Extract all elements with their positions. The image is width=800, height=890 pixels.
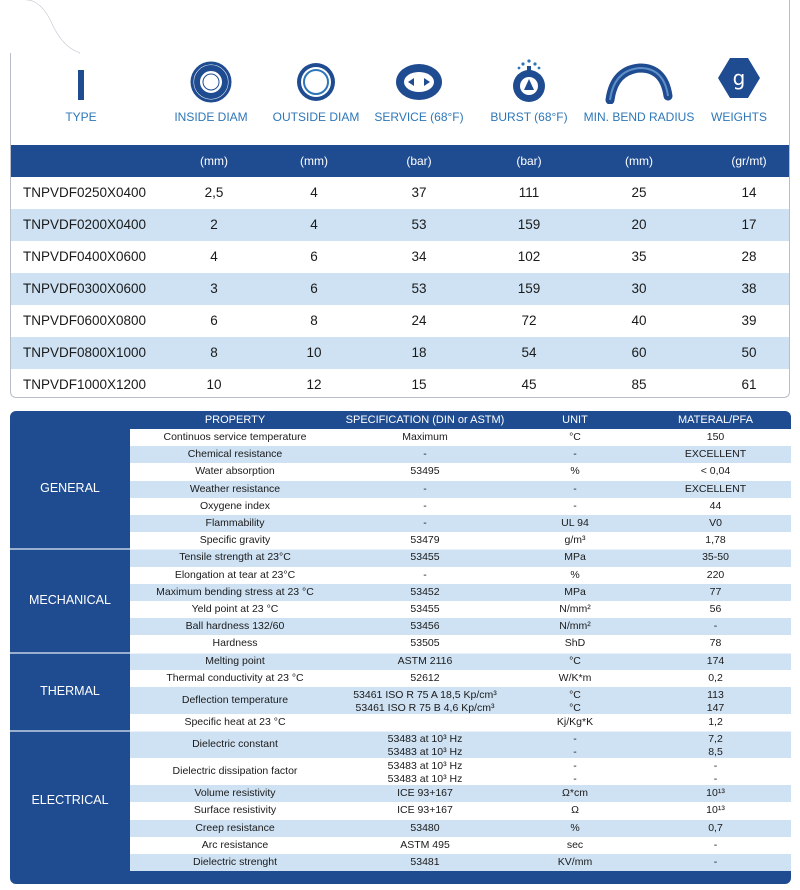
hose-row (11, 305, 789, 337)
property-name-cell: Arc resistance (201, 838, 269, 851)
hose-type-cell: TNPVDF0600X0800 (23, 313, 147, 328)
hose-value-cell: 15 (411, 377, 427, 392)
hose-value-cell: 39 (741, 313, 757, 328)
property-row (130, 837, 791, 854)
unit-cell: sec (566, 838, 584, 851)
group-label-thermal: THERMAL (40, 683, 100, 698)
hose-value-cell: 159 (517, 217, 541, 232)
outside-ring-icon (292, 56, 340, 104)
bend-radius-header (581, 56, 697, 124)
specification-cell: ICE 93+167 (397, 804, 453, 817)
hose-value-cell: 111 (518, 185, 540, 200)
service-header (369, 56, 469, 124)
property-row (130, 463, 791, 480)
hose-value-cell: 10 (306, 345, 322, 360)
properties-table (10, 411, 791, 884)
hose-value-cell: 37 (411, 185, 427, 200)
burst-header (479, 56, 579, 124)
property-name-cell: Water absorption (195, 465, 275, 478)
unit-cell: - (573, 499, 577, 512)
specification-cell: - (423, 568, 427, 581)
unit-cell: Ω (571, 804, 579, 817)
property-row (130, 498, 791, 515)
hose-type-cell: TNPVDF0400X0600 (23, 249, 147, 264)
hose-value-cell: 10 (206, 377, 222, 392)
type-bar-icon (71, 56, 91, 104)
value-cell: 174 (706, 654, 725, 667)
burst-icon (505, 56, 553, 104)
value-cell: 113 147 (706, 689, 725, 714)
property-row (130, 854, 791, 871)
property-row (130, 515, 791, 532)
hose-value-cell: 14 (741, 185, 757, 200)
unit-cell: UL 94 (561, 517, 589, 529)
specification-cell: 53480 (410, 821, 440, 834)
unit-cell: (gr/mt) (731, 154, 767, 168)
hose-row (11, 273, 789, 305)
value-cell: - (713, 620, 718, 633)
specification-cell: - (423, 499, 427, 512)
hose-value-cell: 25 (631, 185, 647, 200)
property-name-cell: Oxygene index (199, 499, 271, 512)
hose-value-cell: 53 (411, 281, 427, 296)
property-name-cell: Yeld point at 23 °C (191, 603, 279, 615)
units-header-row (11, 145, 789, 177)
property-row (130, 687, 791, 714)
unit-cell: % (570, 821, 580, 834)
property-name-cell: Melting point (205, 654, 265, 667)
bend-radius-label: MIN. BEND RADIUS (583, 110, 695, 124)
specification-cell: 53483 at 10³ Hz 53483 at 10³ Hz (387, 733, 463, 758)
value-cell: - (713, 856, 718, 868)
property-name-cell: Thermal conductivity at 23 °C (166, 671, 304, 684)
property-name-cell: Dielectric dissipation factor (172, 765, 298, 778)
group-separator (10, 730, 791, 732)
value-cell: 150 (706, 431, 725, 443)
specification-cell: ICE 93+167 (397, 787, 453, 800)
property-row (130, 584, 791, 601)
unit-cell: Ω*cm (562, 787, 588, 800)
group-label-mechanical: MECHANICAL (29, 593, 111, 607)
property-row (130, 532, 791, 549)
hose-type-cell: TNPVDF0200X0400 (23, 217, 147, 232)
property-name-cell: Dielectric strenght (192, 856, 278, 868)
inside-ring-icon (187, 56, 235, 104)
value-cell: 220 (706, 568, 725, 581)
specification-cell: - (423, 482, 427, 495)
specification-cell: 52612 (410, 671, 440, 684)
hose-value-cell: 38 (741, 281, 757, 296)
hose-type-cell: TNPVDF0250X0400 (23, 185, 147, 200)
property-name-cell: Continuos service temperature (163, 431, 307, 443)
hose-value-cell: 12 (306, 377, 322, 392)
property-name-cell: Specific heat at 23 °C (184, 716, 286, 728)
property-row (130, 653, 791, 670)
property-name-cell: Specific gravity (199, 534, 271, 547)
unit-cell: MPa (564, 585, 586, 598)
hose-value-cell: 34 (411, 249, 427, 264)
property-name-cell: Hardness (212, 637, 258, 650)
value-cell: V0 (709, 517, 722, 529)
hose-value-cell: 6 (310, 249, 318, 264)
service-arrows-icon (393, 56, 445, 104)
unit-cell: N/mm² (559, 603, 591, 615)
bend-radius-icon (604, 56, 674, 104)
group-label-general: GENERAL (40, 481, 100, 496)
property-name-cell: Volume resistivity (194, 787, 276, 800)
property-row (130, 714, 791, 731)
value-cell: 7,2 8,5 (708, 733, 723, 758)
hose-type-cell: TNPVDF1000X1200 (23, 377, 147, 392)
hose-value-cell: 3 (210, 281, 218, 296)
inside-diam-header (161, 56, 261, 124)
hose-value-cell: 54 (521, 345, 537, 360)
value-cell: - - (713, 760, 718, 785)
hose-value-cell: 53 (411, 217, 427, 232)
unit-cell: °C (569, 654, 581, 667)
group-label-electrical: ELECTRICAL (31, 793, 109, 808)
property-row (130, 802, 791, 819)
value-cell: - (713, 838, 718, 851)
unit-cell: KV/mm (557, 856, 593, 868)
material-column-header: MATERAL/PFA (678, 414, 753, 426)
property-row (130, 429, 791, 446)
hose-value-cell: 85 (631, 377, 647, 392)
property-row (130, 481, 791, 498)
burst-label: BURST (68°F) (490, 110, 568, 124)
specification-cell: - (423, 448, 427, 461)
unit-column-header: UNIT (562, 414, 588, 426)
specification-cell: 53479 (410, 534, 440, 547)
unit-cell: - - (573, 733, 577, 758)
property-name-cell: Creep resistance (195, 821, 275, 834)
hose-value-cell: 72 (521, 313, 537, 328)
property-row (130, 549, 791, 566)
value-cell: 0,2 (708, 671, 723, 684)
hose-row (11, 209, 789, 241)
hose-value-cell: 20 (631, 217, 647, 232)
hose-value-cell: 45 (521, 377, 537, 392)
hose-value-cell: 50 (741, 345, 757, 360)
unit-cell: °C °C (569, 689, 581, 714)
unit-cell: (mm) (625, 154, 653, 168)
property-row (130, 731, 791, 758)
value-cell: 0,7 (708, 821, 723, 834)
property-row (130, 820, 791, 837)
unit-cell: MPa (564, 551, 586, 564)
unit-cell: (mm) (300, 154, 328, 168)
value-cell: 77 (709, 585, 722, 598)
specification-cell: ASTM 495 (400, 838, 450, 851)
specification-cell: 53483 at 10³ Hz 53483 at 10³ Hz (387, 760, 463, 785)
hose-value-cell: 30 (631, 281, 647, 296)
specification-cell: - (423, 517, 427, 529)
property-name-cell: Maximum bending stress at 23 °C (156, 585, 314, 598)
hose-value-cell: 4 (210, 249, 218, 264)
property-name-cell: Deflection temperature (181, 694, 289, 706)
hose-value-cell: 2,5 (204, 185, 224, 200)
specification-cell: ASTM 2116 (397, 654, 453, 667)
property-name-cell: Weather resistance (189, 482, 281, 495)
value-cell: < 0,04 (700, 465, 731, 478)
hose-value-cell: 40 (631, 313, 647, 328)
hose-value-cell: 4 (310, 185, 318, 200)
hose-value-cell: 8 (210, 345, 218, 360)
svg-text:g: g (732, 66, 746, 90)
property-name-cell: Elongation at tear at 23°C (174, 568, 296, 581)
unit-cell: °C (569, 431, 581, 443)
property-row (130, 758, 791, 785)
hose-value-cell: 18 (411, 345, 427, 360)
specification-cell: Maximum (402, 431, 448, 443)
property-name-cell: Ball hardness 132/60 (185, 620, 285, 633)
value-cell: 10¹³ (706, 804, 725, 817)
hose-row (11, 177, 789, 209)
specification-cell: 53455 (410, 603, 440, 615)
specification-cell: 53456 (410, 620, 440, 633)
property-row (130, 618, 791, 635)
value-cell: 78 (709, 637, 722, 650)
unit-cell: g/m³ (564, 534, 586, 547)
property-name-cell: Surface resistivity (193, 804, 277, 817)
hose-value-cell: 17 (741, 217, 757, 232)
hose-spec-card (10, 0, 790, 398)
property-name-cell: Tensile strength at 23°C (179, 551, 291, 564)
unit-cell: (mm) (200, 154, 228, 168)
hose-row (11, 369, 789, 401)
specification-cell: 53452 (410, 585, 440, 598)
hose-value-cell: 60 (631, 345, 647, 360)
property-row (130, 635, 791, 652)
specification-cell: 53481 (410, 856, 440, 868)
card-tab-corner (10, 0, 80, 55)
icon-header-row (11, 56, 791, 144)
group-separator (10, 548, 791, 550)
weights-header (699, 56, 779, 124)
hose-value-cell: 4 (310, 217, 318, 232)
specification-cell: 53495 (410, 465, 440, 478)
property-name-cell: Flammability (205, 517, 265, 529)
specification-cell: 53505 (410, 637, 440, 650)
property-column-header: PROPERTY (204, 414, 266, 426)
hose-value-cell: 102 (517, 249, 541, 264)
hose-value-cell: 8 (310, 313, 318, 328)
unit-cell: W/K*m (558, 671, 592, 684)
group-separator (10, 652, 791, 654)
unit-cell: ShD (564, 637, 586, 650)
outside-diam-label: OUTSIDE DIAM (272, 110, 360, 124)
specification-cell: 53455 (410, 551, 440, 564)
value-cell: 10¹³ (706, 787, 725, 800)
inside-diam-label: INSIDE DIAM (174, 110, 248, 124)
unit-cell: (bar) (516, 154, 542, 168)
unit-cell: - - (573, 760, 577, 785)
property-row (130, 785, 791, 802)
value-cell: EXCELLENT (684, 482, 747, 495)
weights-label: WEIGHTS (711, 110, 767, 124)
hose-value-cell: 35 (631, 249, 647, 264)
property-row (130, 567, 791, 584)
value-cell: 56 (709, 603, 722, 615)
hose-value-cell: 6 (310, 281, 318, 296)
hose-type-cell: TNPVDF0800X1000 (23, 345, 147, 360)
value-cell: 1,78 (705, 534, 726, 547)
unit-cell: - (573, 448, 577, 461)
unit-cell: - (573, 482, 577, 495)
property-name-cell: Chemical resistance (187, 448, 283, 461)
value-cell: EXCELLENT (684, 448, 747, 461)
hose-value-cell: 61 (741, 377, 757, 392)
property-name-cell: Dielectric constant (192, 738, 278, 751)
hose-value-cell: 2 (210, 217, 218, 232)
weight-g-icon (715, 56, 763, 104)
value-cell: 35-50 (702, 551, 729, 564)
type-column-header (41, 56, 121, 124)
value-cell: 44 (709, 499, 722, 512)
outside-diam-header (266, 56, 366, 124)
hose-value-cell: 159 (517, 281, 541, 296)
hose-row (11, 337, 789, 369)
hose-value-cell: 24 (411, 313, 427, 328)
unit-cell: N/mm² (559, 620, 591, 633)
unit-cell: % (570, 465, 580, 478)
property-row (130, 601, 791, 618)
service-label: SERVICE (68°F) (374, 110, 464, 124)
specification-column-header: SPECIFICATION (DIN or ASTM) (345, 414, 505, 426)
unit-cell: (bar) (406, 154, 432, 168)
property-row (130, 446, 791, 463)
unit-cell: Kj/Kg*K (556, 716, 594, 728)
hose-row (11, 241, 789, 273)
type-label: TYPE (65, 110, 97, 124)
hose-value-cell: 6 (210, 313, 218, 328)
hose-type-cell: TNPVDF0300X0600 (23, 281, 147, 296)
specification-cell: 53461 ISO R 75 A 18,5 Kp/cm³ 53461 ISO R 75 B 4,6 Kp/cm³ (353, 689, 497, 714)
property-row (130, 670, 791, 687)
value-cell: 1,2 (708, 716, 723, 728)
hose-value-cell: 28 (741, 249, 757, 264)
unit-cell: % (570, 568, 580, 581)
